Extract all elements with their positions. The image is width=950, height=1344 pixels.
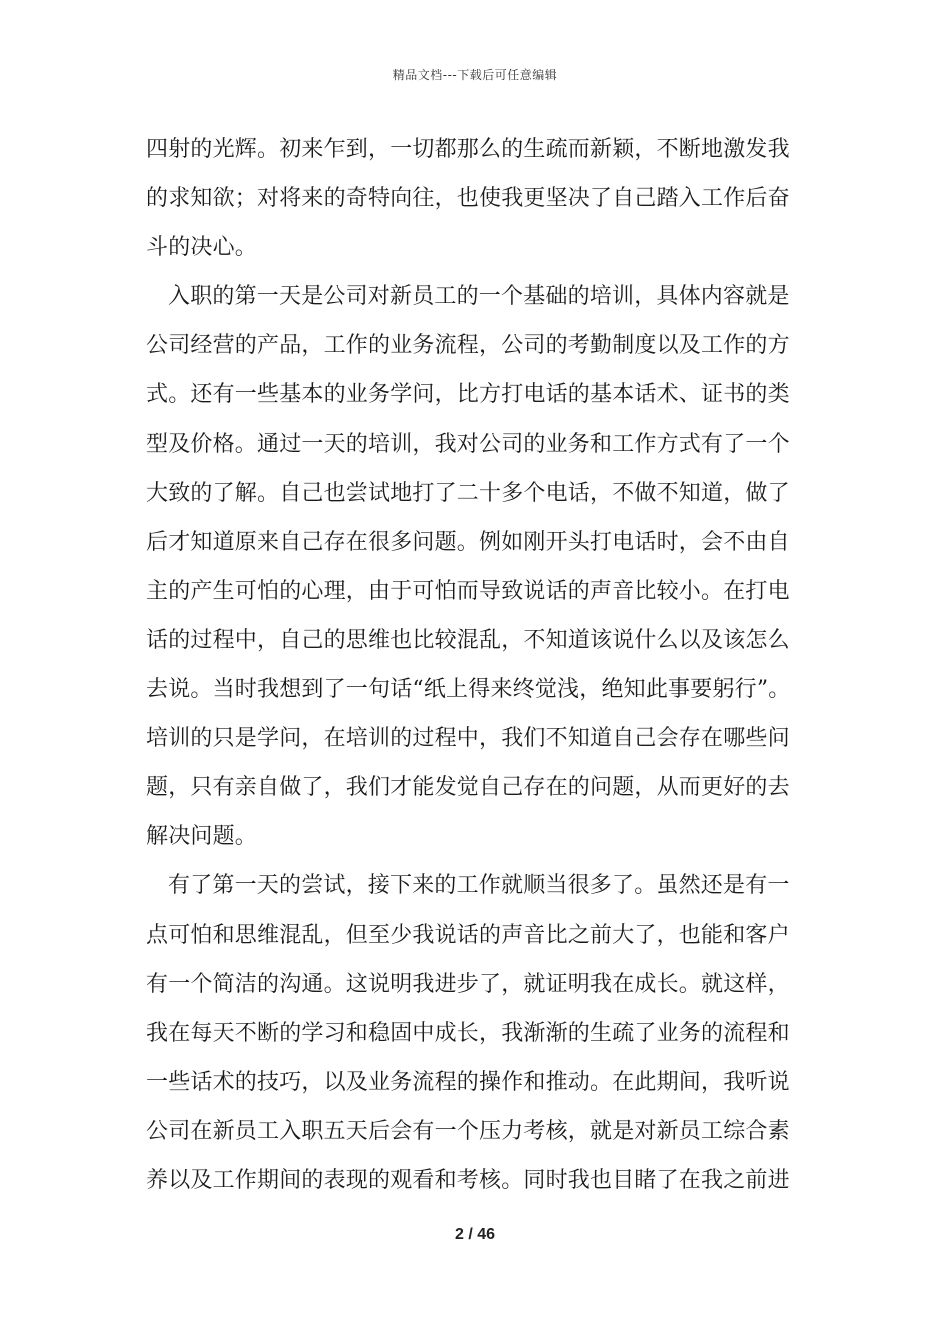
text-line: 题，只有亲自做了，我们才能发觉自己存在的问题，从而更好的去 bbox=[146, 775, 790, 801]
text-line: 养以及工作期间的表现的观看和考核。同时我也目睹了在我之前进 bbox=[146, 1167, 790, 1193]
text-line: 式。还有一些基本的业务学问，比方打电话的基本话术、证书的类 bbox=[146, 382, 790, 408]
text-line: 有一个简洁的沟通。这说明我进步了，就证明我在成长。就这样， bbox=[146, 971, 790, 997]
text-line: 公司在新员工入职五天后会有一个压力考核，就是对新员工综合素 bbox=[146, 1118, 790, 1144]
text-line: 斗的决心。 bbox=[146, 235, 258, 261]
text-line: 大致的了解。自己也尝试地打了二十多个电话，不做不知道，做了 bbox=[146, 480, 790, 506]
text-line: 型及价格。通过一天的培训，我对公司的业务和工作方式有了一个 bbox=[146, 431, 790, 457]
text-line: 主的产生可怕的心理，由于可怕而导致说话的声音比较小。在打电 bbox=[146, 578, 790, 604]
document-header: 精品文档---下载后可任意编辑 bbox=[392, 68, 558, 82]
text-line: 话的过程中，自己的思维也比较混乱，不知道该说什么以及该怎么 bbox=[146, 627, 790, 653]
text-line: 去说。当时我想到了一句话“纸上得来终觉浅，绝知此事要躬行”。 bbox=[146, 677, 791, 703]
text-line: 后才知道原来自己存在很多问题。例如刚开头打电话时，会不由自 bbox=[146, 529, 790, 555]
text-line: 我在每天不断的学习和稳固中成长，我渐渐的生疏了业务的流程和 bbox=[146, 1020, 790, 1046]
paragraph-first-line: 有了第一天的尝试，接下来的工作就顺当很多了。虽然还是有一 bbox=[168, 873, 790, 899]
text-line: 的求知欲；对将来的奇特向往，也使我更坚决了自己踏入工作后奋 bbox=[146, 186, 790, 212]
text-line: 一些话术的技巧，以及业务流程的操作和推动。在此期间，我听说 bbox=[146, 1069, 790, 1095]
page-number: 2 / 46 bbox=[454, 1226, 496, 1243]
paragraph-first-line: 入职的第一天是公司对新员工的一个基础的培训，具体内容就是 bbox=[168, 284, 790, 310]
text-line: 点可怕和思维混乱，但至少我说话的声音比之前大了，也能和客户 bbox=[146, 922, 790, 948]
document-body bbox=[146, 125, 808, 1205]
text-line: 四射的光辉。初来乍到，一切都那么的生疏而新颖，不断地激发我 bbox=[146, 137, 790, 162]
text-line: 解决问题。 bbox=[146, 824, 258, 850]
text-line: 公司经营的产品，工作的业务流程，公司的考勤制度以及工作的方 bbox=[146, 333, 790, 359]
text-line: 培训的只是学问，在培训的过程中，我们不知道自己会存在哪些问 bbox=[146, 726, 790, 752]
